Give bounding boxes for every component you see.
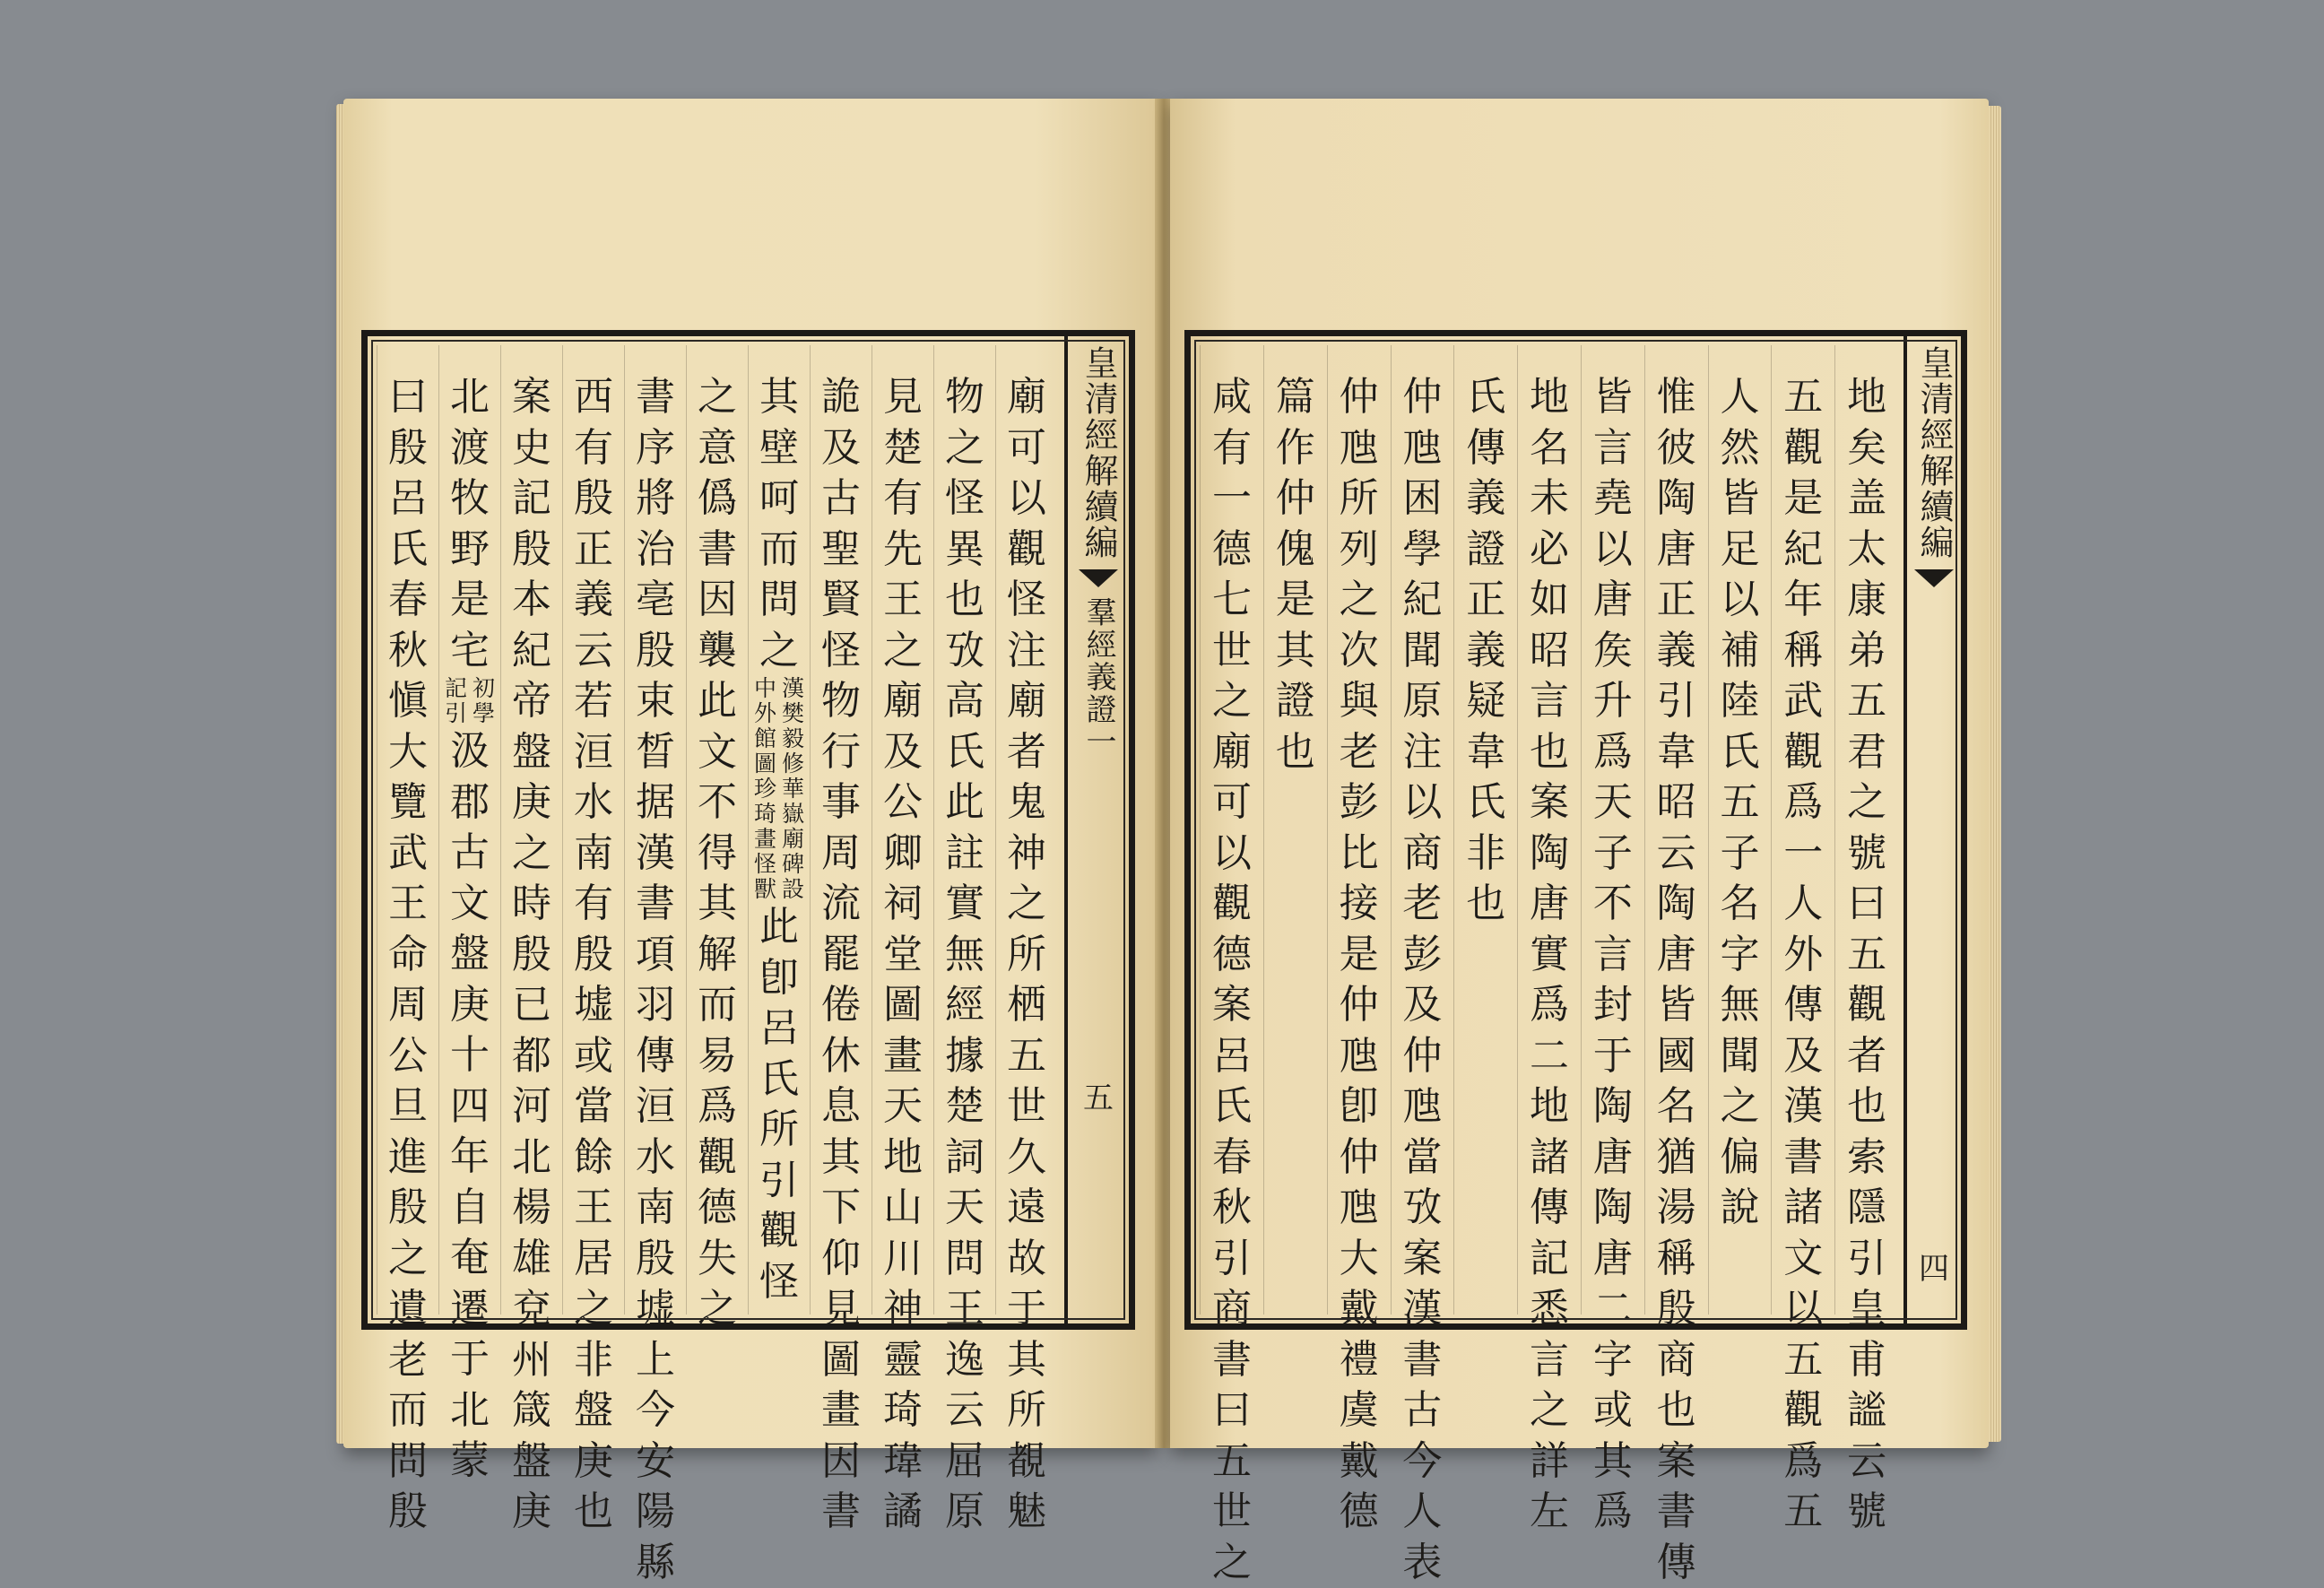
left-page-edge — [336, 104, 343, 1444]
text-column: 篇 作 仲 傀 是 其 證 也 — [1263, 345, 1327, 1315]
text-column: 案 史 記 殷 本 紀 帝 盤 庚 之 時 殷 已 都 河 北 楊 雄 兗 州 箴 盤 庚 — [500, 345, 562, 1315]
right-page-edge — [1989, 106, 2001, 1442]
text-column: 氏 傳 義 證 正 義 疑 韋 氏 非 也 — [1453, 345, 1517, 1315]
left-banxin-subtitle: 羣經義證一 — [1080, 596, 1116, 758]
annotation-note: 初 學 記 引 — [444, 675, 495, 726]
fish-tail-icon — [1914, 569, 1954, 587]
right-banxin — [1903, 336, 1961, 1323]
text-column: 地 名 未 必 如 昭 言 也 案 陶 唐 實 爲 二 地 諸 傳 記 悉 言 之 詳 左 — [1517, 345, 1581, 1315]
text-column: 詭 及 古 聖 賢 怪 物 行 事 周 流 罷 倦 休 息 其 下 仰 見 圖 畫 因 書 — [810, 345, 872, 1315]
right-page — [1170, 99, 1989, 1585]
text-column: 惟 彼 陶 唐 正 義 引 韋 昭 云 陶 唐 皆 國 名 猶 湯 稱 殷 商 也 案 書 傳 — [1644, 345, 1708, 1315]
text-column: 書 序 將 治 亳 殷 束 晳 据 漢 書 項 羽 傳 洹 水 南 殷 墟 上 今 安 陽 縣 — [624, 345, 686, 1315]
text-column: 西 有 殷 正 義 云 若 洹 水 南 有 殷 墟 或 當 餘 王 居 之 非 盤 庚 也 — [562, 345, 624, 1315]
text-column: 地 矣 盖 太 康 弟 五 君 之 號 曰 五 觀 者 也 索 隱 引 皇 甫 謐 云 號 — [1834, 345, 1898, 1315]
right-text-frame — [1184, 330, 1967, 1585]
text-column: 北 渡 牧 野 是 宅 初 學 記 引 汲 郡 古 文 盤 庚 十 四 年 自 奄 遷 于 北 蒙 — [438, 345, 500, 1315]
text-column: 廟 可 以 觀 怪 注 廟 者 鬼 神 之 所 栖 五 世 久 遠 故 于 其 所 覩 魅 — [995, 345, 1057, 1315]
text-column: 其 壁 呵 而 問 之 漢 樊 毅 修 華 嶽 廟 碑 設 中 外 館 圖 珍 琦 畫 怪 獸 此 卽 呂 氏 所 引 觀 怪 — [748, 345, 810, 1315]
text-column: 之 意 僞 書 因 襲 此 文 不 得 其 解 而 易 爲 觀 德 失 之 — [686, 345, 748, 1315]
left-banxin-title: 皇清經解續編 — [1079, 345, 1118, 560]
left-text-frame — [361, 330, 1135, 1585]
left-page-number: 五 — [1083, 1080, 1114, 1116]
right-page-number: 四 — [1919, 1251, 1949, 1287]
open-book — [343, 99, 1989, 1585]
text-column: 五 觀 是 紀 年 稱 武 觀 爲 一 人 外 傳 及 漢 書 諸 文 以 五 觀 爲 五 — [1771, 345, 1834, 1315]
left-banxin — [1064, 336, 1129, 1323]
text-column: 物 之 怪 異 也 攷 高 氏 此 註 實 無 經 據 楚 詞 天 問 王 逸 云 屈 原 — [933, 345, 995, 1315]
text-column: 見 楚 有 先 王 之 廟 及 公 卿 祠 堂 圖 畫 天 地 山 川 神 靈 琦 瑋 譎 — [872, 345, 933, 1315]
text-column: 咸 有 一 德 七 世 之 廟 可 以 觀 德 案 呂 氏 春 秋 引 商 書 曰 五 世 之 — [1200, 345, 1263, 1315]
fish-tail-icon — [1079, 569, 1118, 587]
left-page — [343, 99, 1158, 1585]
right-text-columns — [1200, 345, 1898, 1585]
text-column: 人 然 皆 足 以 補 陸 氏 五 子 名 字 無 聞 之 偏 說 — [1708, 345, 1772, 1315]
annotation-note: 漢 樊 毅 修 華 嶽 廟 碑 設 中 外 館 圖 珍 琦 畫 怪 獸 — [753, 675, 804, 902]
text-column: 皆 言 堯 以 唐 矦 升 爲 天 子 不 言 封 于 陶 唐 陶 唐 二 字 或 其 爲 — [1581, 345, 1644, 1315]
text-column: 仲 虺 困 學 紀 聞 原 注 以 商 老 彭 及 仲 虺 當 攷 案 漢 書 古 今 人 表 — [1391, 345, 1454, 1315]
right-banxin-title: 皇清經解續編 — [1914, 345, 1954, 560]
left-text-columns — [377, 345, 1057, 1585]
text-column: 曰 殷 呂 氏 春 秋 愼 大 覽 武 王 命 周 公 旦 進 殷 之 遺 老 而 問 殷 — [377, 345, 438, 1315]
text-column: 仲 虺 所 列 之 次 與 老 彭 比 接 是 仲 虺 卽 仲 虺 大 戴 禮 虞 戴 德 — [1327, 345, 1391, 1315]
